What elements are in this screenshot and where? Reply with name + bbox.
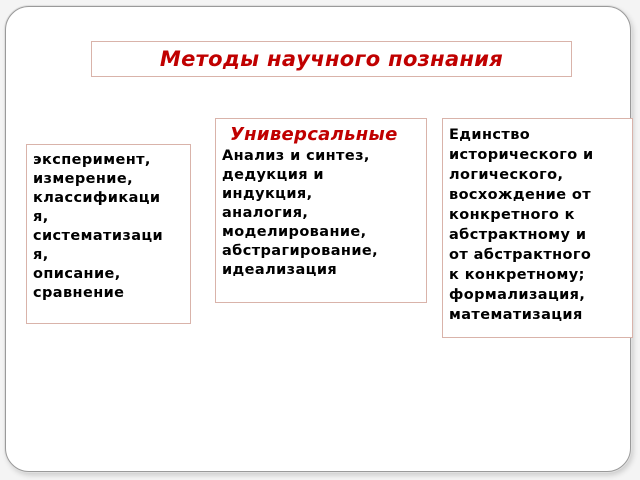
universal-methods-box (215, 118, 427, 303)
empirical-methods-box (26, 144, 191, 324)
universal-methods-text: Анализ и синтез, дедукция и индукция, аналогия, моделирование, абстрагирование, идеализация (222, 148, 379, 278)
slide-frame (5, 6, 631, 472)
universal-methods-heading: Универсальные (230, 124, 398, 145)
slide-title: Методы научного познания (159, 47, 504, 71)
theoretical-methods-box (442, 118, 633, 338)
empirical-methods-text: эксперимент, измерение, классификаци я, систематизаци я, описание, сравнение (33, 152, 164, 301)
theoretical-methods-text: Единство исторического и логического, восхождение от конкретного к абстрактному и от абстрактного к конкретному; формализация, математизация (449, 127, 594, 323)
title-box (91, 41, 572, 77)
